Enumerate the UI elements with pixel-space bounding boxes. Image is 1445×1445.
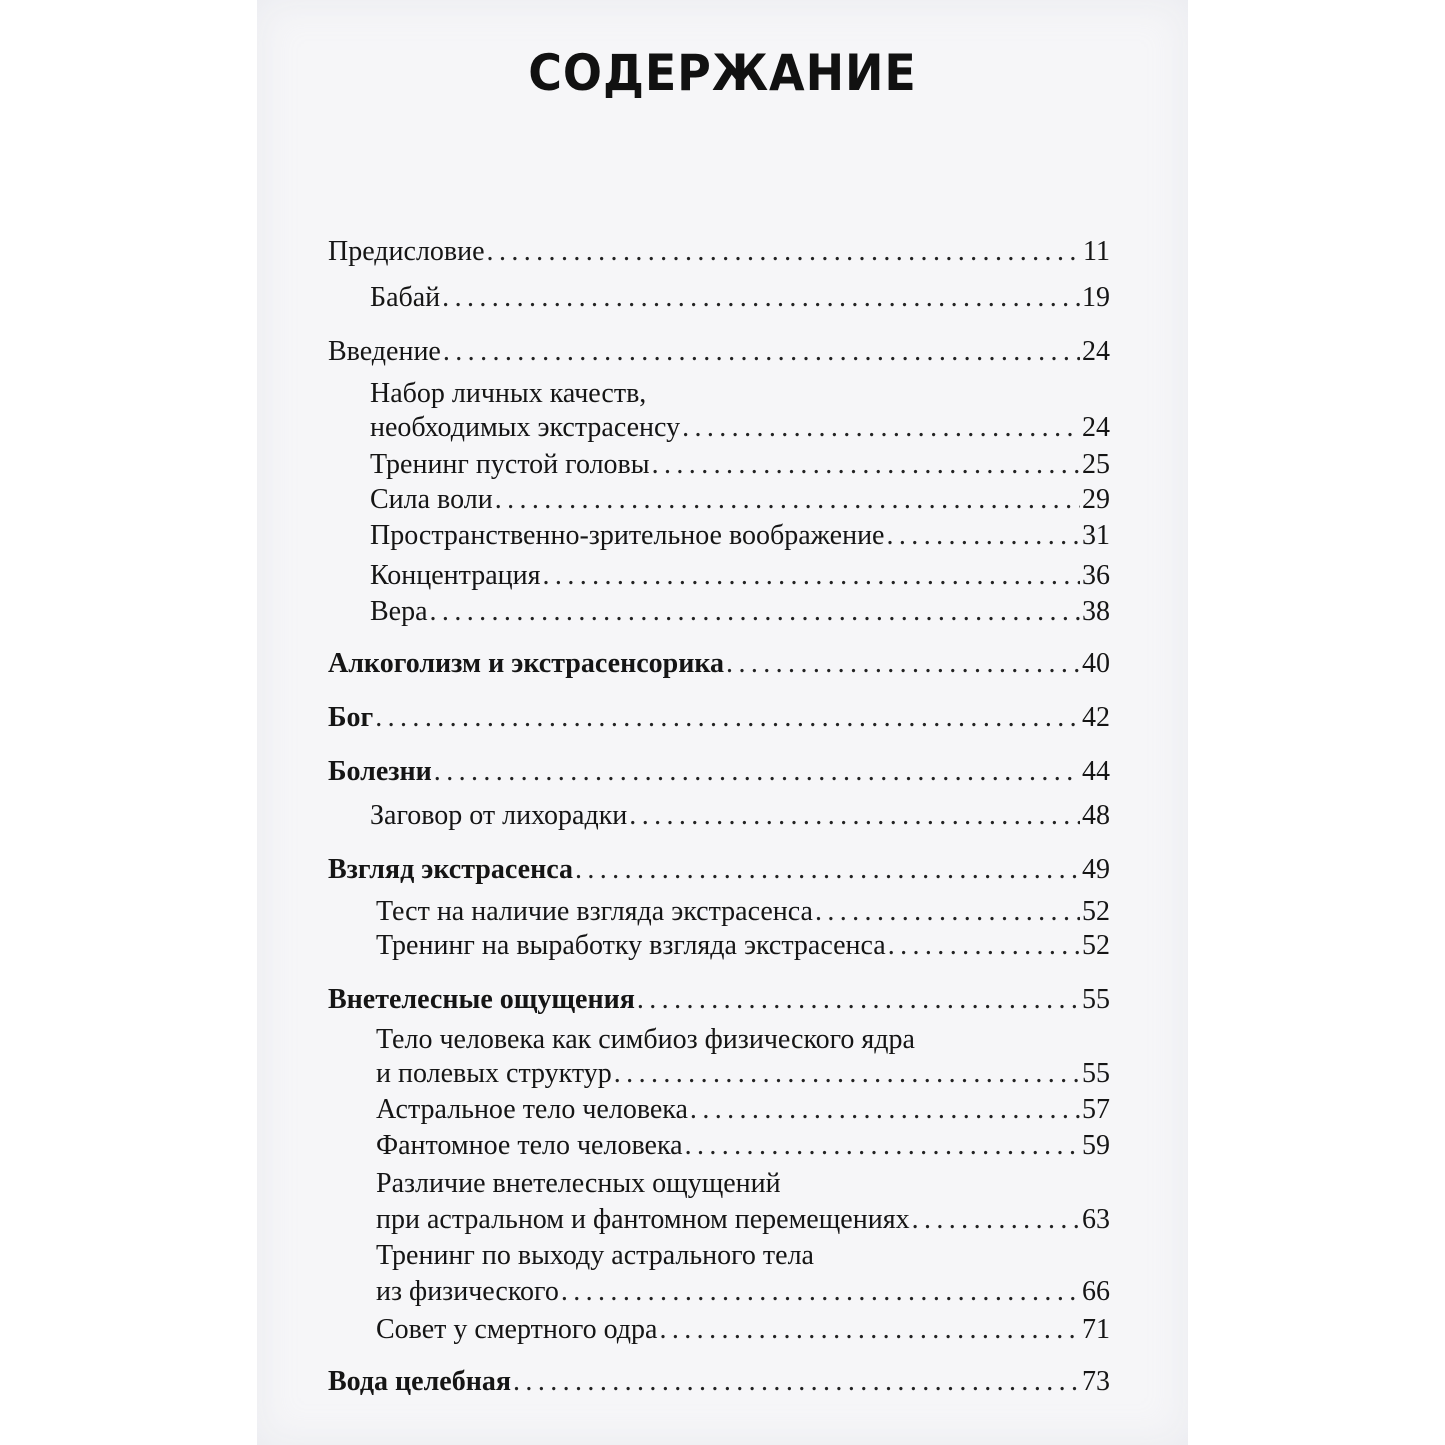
toc-entry-title: Вода целебная — [328, 1366, 512, 1397]
toc-entry-title: Заговор от лихорадки — [370, 800, 628, 831]
toc-page-number: 73 — [1082, 1366, 1110, 1397]
leader-dots — [682, 410, 1080, 446]
toc-page-number: 55 — [1082, 1058, 1110, 1089]
toc-entry — [328, 1364, 1110, 1400]
toc-entry — [376, 1202, 1110, 1238]
leader-dots — [912, 1202, 1080, 1238]
toc-page-number: 55 — [1082, 984, 1110, 1015]
toc-page-number: 24 — [1082, 412, 1110, 443]
toc-entry-title: Вера — [370, 596, 428, 627]
toc-entry-title: Сила воли — [370, 484, 493, 515]
leader-dots — [815, 894, 1080, 930]
toc-entry — [376, 1312, 1110, 1348]
leader-dots — [443, 334, 1080, 370]
toc-entry-title: и полевых структур — [376, 1058, 612, 1089]
toc-entry-title: Предисловие — [328, 236, 485, 267]
leader-dots — [495, 482, 1080, 518]
leader-dots — [575, 852, 1080, 888]
toc-entry-title: Алкоголизм и экстрасенсорика — [328, 648, 725, 679]
leader-dots — [430, 594, 1080, 630]
leader-dots — [659, 1312, 1080, 1348]
toc-page-number: 25 — [1082, 449, 1110, 480]
leader-dots — [726, 646, 1080, 682]
toc-entry-title: Внетелесные ощущения — [328, 984, 635, 1015]
toc-entry-title: Фантомное тело человека — [376, 1130, 683, 1161]
leader-dots — [375, 700, 1080, 736]
toc-page-number: 11 — [1083, 236, 1110, 267]
toc-entry-title: Концентрация — [370, 560, 541, 591]
toc-page-number: 40 — [1082, 648, 1110, 679]
book-page — [257, 0, 1188, 1445]
toc-entry — [328, 334, 1110, 370]
toc-page-number: 38 — [1082, 596, 1110, 627]
toc-entry-title-line1: Набор личных качеств, — [370, 378, 647, 409]
toc-page-number: 52 — [1082, 896, 1110, 927]
toc-entry — [370, 518, 1110, 554]
toc-entry-title: необходимых экстрасенсу — [370, 412, 681, 443]
toc-page-number: 52 — [1082, 930, 1110, 961]
toc-entry-title: Взгляд экстрасенса — [328, 854, 573, 885]
leader-dots — [434, 754, 1080, 790]
toc-entry-title: Тест на наличие взгляда экстрасенса — [376, 896, 813, 927]
toc-entry-title: при астральном и фантомном перемещениях — [376, 1204, 910, 1235]
leader-dots — [513, 1364, 1080, 1400]
toc-entry — [328, 234, 1110, 270]
toc-entry — [370, 410, 1110, 446]
leader-dots — [888, 928, 1080, 964]
toc-page-number: 48 — [1082, 800, 1110, 831]
toc-page-number: 66 — [1082, 1276, 1110, 1307]
toc-entry — [376, 1274, 1110, 1310]
leader-dots — [685, 1128, 1080, 1164]
toc-entry-title: Болезни — [328, 756, 432, 787]
toc-page-number: 57 — [1082, 1094, 1110, 1125]
toc-entry-title-line1: Различие внетелесных ощущений — [376, 1168, 781, 1199]
toc-entry — [376, 1128, 1110, 1164]
toc-entry — [370, 280, 1110, 316]
toc-entry — [376, 894, 1110, 930]
toc-entry — [328, 852, 1110, 888]
leader-dots — [629, 798, 1080, 834]
toc-entry-title-line1: Тело человека как симбиоз физического ядра — [376, 1024, 915, 1055]
leader-dots — [652, 447, 1080, 483]
toc-entry — [328, 700, 1110, 736]
toc-entry-title: Совет у смертного одра — [376, 1314, 658, 1345]
toc-entry-title: Астральное тело человека — [376, 1094, 688, 1125]
toc-entry-title: Бог — [328, 702, 374, 733]
leader-dots — [442, 280, 1080, 316]
toc-entry — [328, 646, 1110, 682]
page-title: СОДЕРЖАНИЕ — [528, 44, 917, 102]
leader-dots — [690, 1092, 1080, 1128]
toc-page-number: 49 — [1082, 854, 1110, 885]
toc-page-number: 59 — [1082, 1130, 1110, 1161]
leader-dots — [614, 1056, 1080, 1092]
toc-entry — [370, 447, 1110, 483]
leader-dots — [637, 982, 1080, 1018]
toc-entry-title: из физического — [376, 1276, 559, 1307]
leader-dots — [887, 518, 1081, 554]
leader-dots — [561, 1274, 1080, 1310]
toc-entry — [370, 558, 1110, 594]
toc-entry-title: Пространственно-зрительное воображение — [370, 520, 885, 551]
toc-page-number: 44 — [1082, 756, 1110, 787]
toc-page-number: 63 — [1082, 1204, 1110, 1235]
toc-page-number: 71 — [1082, 1314, 1110, 1345]
toc-entry — [328, 982, 1110, 1018]
toc-entry-title: Тренинг пустой головы — [370, 449, 650, 480]
toc-entry-title-line1: Тренинг по выходу астрального тела — [376, 1240, 814, 1271]
toc-entry — [376, 1056, 1110, 1092]
toc-page-number: 31 — [1082, 520, 1110, 551]
toc-page-number: 24 — [1082, 336, 1110, 367]
toc-page-number: 19 — [1082, 282, 1110, 313]
leader-dots — [543, 558, 1080, 594]
toc-entry — [376, 928, 1110, 964]
toc-page-number: 36 — [1082, 560, 1110, 591]
leader-dots — [487, 234, 1081, 270]
toc-entry-title: Бабай — [370, 282, 441, 313]
toc-entry — [376, 1092, 1110, 1128]
toc-entry-title: Тренинг на выработку взгляда экстрасенса — [376, 930, 886, 961]
toc-page-number: 29 — [1082, 484, 1110, 515]
toc-entry-title: Введение — [328, 336, 441, 367]
toc-entry — [370, 482, 1110, 518]
toc-entry — [328, 754, 1110, 790]
toc-entry — [370, 594, 1110, 630]
toc-entry — [370, 798, 1110, 834]
toc-page-number: 42 — [1082, 702, 1110, 733]
